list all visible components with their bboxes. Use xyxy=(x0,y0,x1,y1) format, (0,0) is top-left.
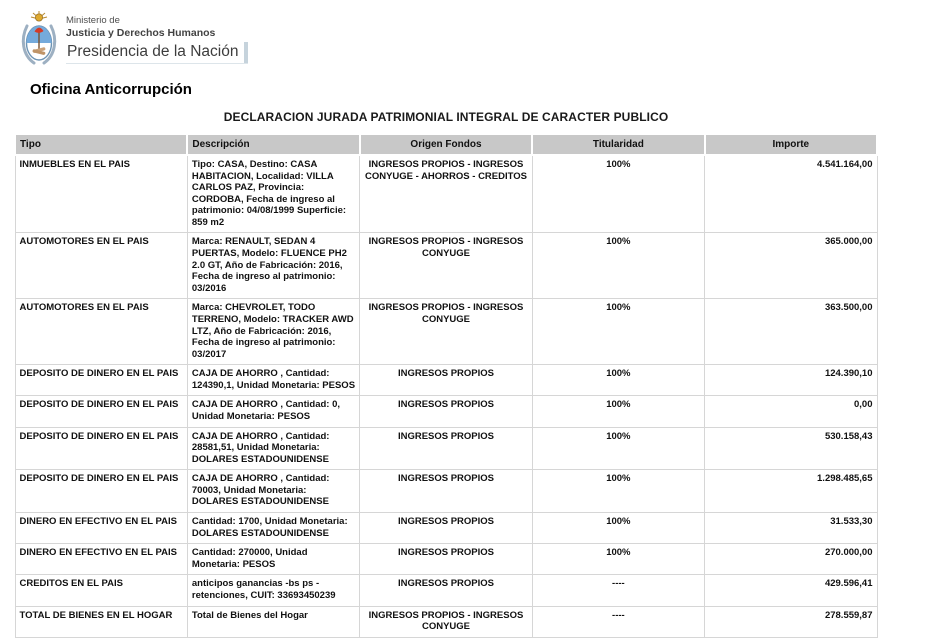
ministry-line2: Justicia y Derechos Humanos xyxy=(66,26,216,39)
cell-importe: 363.500,00 xyxy=(705,299,877,365)
ministry-line1: Ministerio de xyxy=(66,15,120,26)
cell-descripcion: Marca: RENAULT, SEDAN 4 PUERTAS, Modelo: FLUENCE PH2 2.0 GT, Año de Fabricación: 2016, Fecha de ingreso al patrimonio: 03/2016 xyxy=(187,233,359,299)
table-row xyxy=(15,155,877,233)
table-row xyxy=(15,396,877,427)
cell-titularidad: 100% xyxy=(532,396,704,427)
cell-importe: 270.000,00 xyxy=(705,544,877,575)
cell-titularidad: 100% xyxy=(532,155,704,233)
cell-descripcion: anticipos ganancias -bs ps - retenciones, CUIT: 33693450239 xyxy=(187,575,359,606)
government-header-text xyxy=(66,11,248,63)
cell-descripcion: Tipo: CASA, Destino: CASA HABITACION, Localidad: VILLA CARLOS PAZ, Provincia: CORDOBA, Fecha de ingreso al patrimonio: 04/08/1999 Superficie: 859 m2 xyxy=(187,155,359,233)
cell-importe: 365.000,00 xyxy=(705,233,877,299)
table-row xyxy=(15,427,877,470)
cell-descripcion: CAJA DE AHORRO , Cantidad: 28581,51, Unidad Monetaria: DOLARES ESTADOUNIDENSE xyxy=(187,427,359,470)
table-row xyxy=(15,513,877,544)
cell-importe: 429.596,41 xyxy=(705,575,877,606)
cell-importe: 278.559,87 xyxy=(705,606,877,637)
table-row xyxy=(15,299,877,365)
cell-tipo: DEPOSITO DE DINERO EN EL PAIS xyxy=(15,365,187,396)
cell-tipo: TOTAL DE BIENES EN EL HOGAR xyxy=(15,606,187,637)
cell-origen-fondos: INGRESOS PROPIOS - INGRESOS CONYUGE - AHORROS - CREDITOS xyxy=(360,155,532,233)
column-header-descripcion: Descripción xyxy=(187,134,359,155)
presidency-label: Presidencia de la Nación xyxy=(66,42,248,63)
cell-titularidad: ---- xyxy=(532,606,704,637)
cell-origen-fondos: INGRESOS PROPIOS xyxy=(360,544,532,575)
declaration-table xyxy=(14,133,878,638)
cell-titularidad: 100% xyxy=(532,544,704,575)
cell-descripcion: Marca: CHEVROLET, TODO TERRENO, Modelo: TRACKER AWD LTZ, Año de Fabricación: 2016, Fecha de ingreso al patrimonio: 03/2017 xyxy=(187,299,359,365)
cell-origen-fondos: INGRESOS PROPIOS xyxy=(360,396,532,427)
cell-tipo: DINERO EN EFECTIVO EN EL PAIS xyxy=(15,513,187,544)
cell-descripcion: CAJA DE AHORRO , Cantidad: 0, Unidad Monetaria: PESOS xyxy=(187,396,359,427)
table-row xyxy=(15,365,877,396)
cell-importe: 124.390,10 xyxy=(705,365,877,396)
cell-tipo: AUTOMOTORES EN EL PAIS xyxy=(15,233,187,299)
cell-titularidad: ---- xyxy=(532,575,704,606)
cell-descripcion: Cantidad: 1700, Unidad Monetaria: DOLARES ESTADOUNIDENSE xyxy=(187,513,359,544)
page-title: DECLARACION JURADA PATRIMONIAL INTEGRAL DE CARACTER PUBLICO xyxy=(223,110,669,124)
cell-importe: 4.541.164,00 xyxy=(705,155,877,233)
cell-tipo: DEPOSITO DE DINERO EN EL PAIS xyxy=(15,396,187,427)
table-row xyxy=(15,575,877,606)
cell-origen-fondos: INGRESOS PROPIOS - INGRESOS CONYUGE xyxy=(360,299,532,365)
table-row xyxy=(15,606,877,637)
table-row xyxy=(15,544,877,575)
asset-table-body xyxy=(15,155,877,637)
argentina-coat-of-arms-icon xyxy=(19,11,59,72)
cell-descripcion: Total de Bienes del Hogar xyxy=(187,606,359,637)
government-header xyxy=(0,0,932,72)
cell-tipo: CREDITOS EN EL PAIS xyxy=(15,575,187,606)
cell-titularidad: 100% xyxy=(532,427,704,470)
cell-origen-fondos: INGRESOS PROPIOS - INGRESOS CONYUGE xyxy=(360,233,532,299)
cell-origen-fondos: INGRESOS PROPIOS - INGRESOS CONYUGE xyxy=(360,606,532,637)
cell-titularidad: 100% xyxy=(532,299,704,365)
cell-tipo: DEPOSITO DE DINERO EN EL PAIS xyxy=(15,470,187,513)
cell-tipo: DINERO EN EFECTIVO EN EL PAIS xyxy=(15,544,187,575)
column-header-titularidad: Titularidad xyxy=(532,134,704,155)
cell-importe: 0,00 xyxy=(705,396,877,427)
cell-tipo: AUTOMOTORES EN EL PAIS xyxy=(15,299,187,365)
column-header-origen-fondos: Origen Fondos xyxy=(360,134,532,155)
cell-titularidad: 100% xyxy=(532,470,704,513)
column-header-tipo: Tipo xyxy=(15,134,187,155)
cell-titularidad: 100% xyxy=(532,233,704,299)
cell-importe: 31.533,30 xyxy=(705,513,877,544)
asset-table-header-row xyxy=(15,134,877,155)
cell-origen-fondos: INGRESOS PROPIOS xyxy=(360,575,532,606)
cell-origen-fondos: INGRESOS PROPIOS xyxy=(360,513,532,544)
table-row xyxy=(15,233,877,299)
cell-origen-fondos: INGRESOS PROPIOS xyxy=(360,427,532,470)
cell-titularidad: 100% xyxy=(532,365,704,396)
cell-tipo: DEPOSITO DE DINERO EN EL PAIS xyxy=(15,427,187,470)
cell-origen-fondos: INGRESOS PROPIOS xyxy=(360,470,532,513)
column-header-importe: Importe xyxy=(705,134,877,155)
cell-descripcion: CAJA DE AHORRO , Cantidad: 124390,1, Unidad Monetaria: PESOS xyxy=(187,365,359,396)
cell-descripcion: CAJA DE AHORRO , Cantidad: 70003, Unidad Monetaria: DOLARES ESTADOUNIDENSE xyxy=(187,470,359,513)
cell-tipo: INMUEBLES EN EL PAIS xyxy=(15,155,187,233)
office-title: Oficina Anticorrupción xyxy=(30,81,192,98)
cell-importe: 1.298.485,65 xyxy=(705,470,877,513)
cell-titularidad: 100% xyxy=(532,513,704,544)
table-row xyxy=(15,470,877,513)
cell-importe: 530.158,43 xyxy=(705,427,877,470)
cell-origen-fondos: INGRESOS PROPIOS xyxy=(360,365,532,396)
cell-descripcion: Cantidad: 270000, Unidad Monetaria: PESOS xyxy=(187,544,359,575)
